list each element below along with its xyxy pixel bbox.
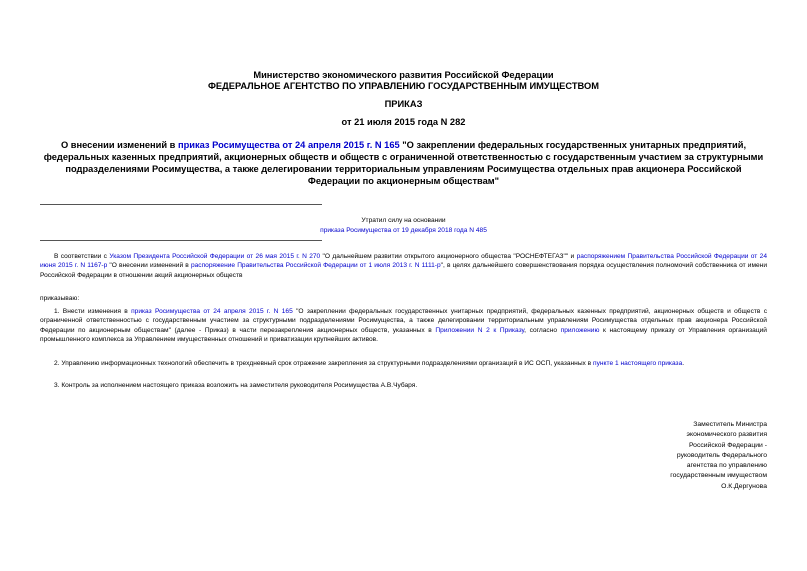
item1-appendix-link[interactable]: приложению bbox=[560, 326, 600, 334]
title-prefix: О внесении изменений в bbox=[60, 140, 178, 150]
signature-line: руководитель Федерального bbox=[676, 451, 767, 459]
item2-text-2: . bbox=[682, 360, 685, 367]
ministry-name: Министерство экономического развития Российской Федерации bbox=[253, 70, 554, 80]
divider-top bbox=[40, 204, 322, 205]
item1-text-4: к настоящему приказу от Управления организаций промышленного комплекса за Управлением имущественных отношений и приватизации крупнейших активов. bbox=[40, 326, 767, 343]
document-type: ПРИКАЗ bbox=[384, 99, 423, 109]
order-item-2 bbox=[40, 359, 767, 368]
order-item-1 bbox=[40, 307, 767, 344]
decree-link[interactable]: Указом Президента Российской Федерации от 26 мая 2015 г. N 270 bbox=[109, 253, 321, 260]
preamble-text-2: "О дальнейшем развитии открытого акционерного общества "РОСНЕФТЕГАЗ"" и bbox=[320, 253, 577, 260]
preamble-text-1: В соответствии с bbox=[54, 253, 110, 260]
government-order-2013-link[interactable]: распоряжение Правительства Российской Федерации от 1 июля 2013 г. N 1111-р bbox=[190, 262, 441, 270]
order-item-3: 3. Контроль за исполнением настоящего приказа возложить на заместителя руководителя Росимущества А.В.Чубаря. bbox=[54, 382, 418, 389]
signature-line: экономического развития bbox=[686, 431, 767, 439]
signature-line: государственным имуществом bbox=[670, 472, 767, 480]
document-title bbox=[40, 139, 767, 187]
government-order-link[interactable]: распоряжением Правительства Российской Федерации от 24 июня 2015 г. N 1167-р bbox=[40, 253, 768, 270]
item1-order-link[interactable]: приказ Росимущества от 24 апреля 2015 г. N 165 bbox=[131, 308, 293, 315]
item2-text-1: 2. Управлению информационных технологий обеспечить в трехдневный срок отражение закрепления за структурными подразделениями организаций в ИС ОСП, указанных в bbox=[54, 360, 594, 367]
item1-text-3: , согласно bbox=[524, 326, 561, 334]
item1-appendix2-link[interactable]: Приложении N 2 к Приказу bbox=[435, 326, 525, 334]
item1-text-1: 1. Внести изменения в bbox=[54, 308, 132, 315]
item1-text-2: "О закреплении федеральных государственных унитарных предприятий, федеральных казенных предприятий, акционерных обществ и обществ с ограниченной ответственностью с государственным участием за структурными подразделениями Росимущества, а также делегировании территориальным управлениям Росимущества отдельных прав акционера Российской Федерации по акционерным обществам" (далее - Приказ) в части перезакрепления акционерных обществ, указанных в bbox=[40, 308, 767, 334]
title-order-link[interactable]: приказ Росимущества от 24 апреля 2015 г. N 165 bbox=[177, 140, 400, 150]
signature-block bbox=[567, 420, 767, 492]
status-note: Утратил силу на основании bbox=[361, 217, 446, 224]
title-rest: "О закреплении федеральных государственных унитарных предприятий, федеральных казенных предприятий, акционерных обществ и обществ с ограниченной ответственностью с государственным участием за структурными подразделениями Росимущества, а также делегировании территориальным управлениям Росимущества отдельных прав акционера Российской Федерации по акционерным обществам" bbox=[43, 140, 764, 186]
divider-bottom bbox=[40, 240, 322, 241]
orders-word: приказываю: bbox=[40, 295, 80, 302]
signature-line: Заместитель Министра bbox=[693, 421, 767, 428]
preamble-text-4: ", в целях дальнейшего совершенствования порядка осуществления полномочий собственника от имени Российской Федерации в отношении акций акционерных обществ bbox=[40, 262, 767, 279]
preamble-paragraph bbox=[40, 252, 767, 280]
signature-line: Российской Федерации - bbox=[688, 441, 767, 449]
signature-line: агентства по управлению bbox=[686, 462, 767, 470]
item2-clause-link[interactable]: пункте 1 настоящего приказа bbox=[593, 360, 683, 367]
agency-name: ФЕДЕРАЛЬНОЕ АГЕНТСТВО ПО УПРАВЛЕНИЮ ГОСУДАРСТВЕННЫМ ИМУЩЕСТВОМ bbox=[208, 81, 599, 91]
status-repeal-link[interactable]: приказа Росимущества от 19 декабря 2018 года N 485 bbox=[320, 227, 487, 234]
document-date-number: от 21 июля 2015 года N 282 bbox=[341, 117, 466, 127]
signatory-name: О.К.Дергунова bbox=[721, 482, 767, 490]
preamble-text-3: "О внесении изменений в bbox=[107, 262, 191, 270]
